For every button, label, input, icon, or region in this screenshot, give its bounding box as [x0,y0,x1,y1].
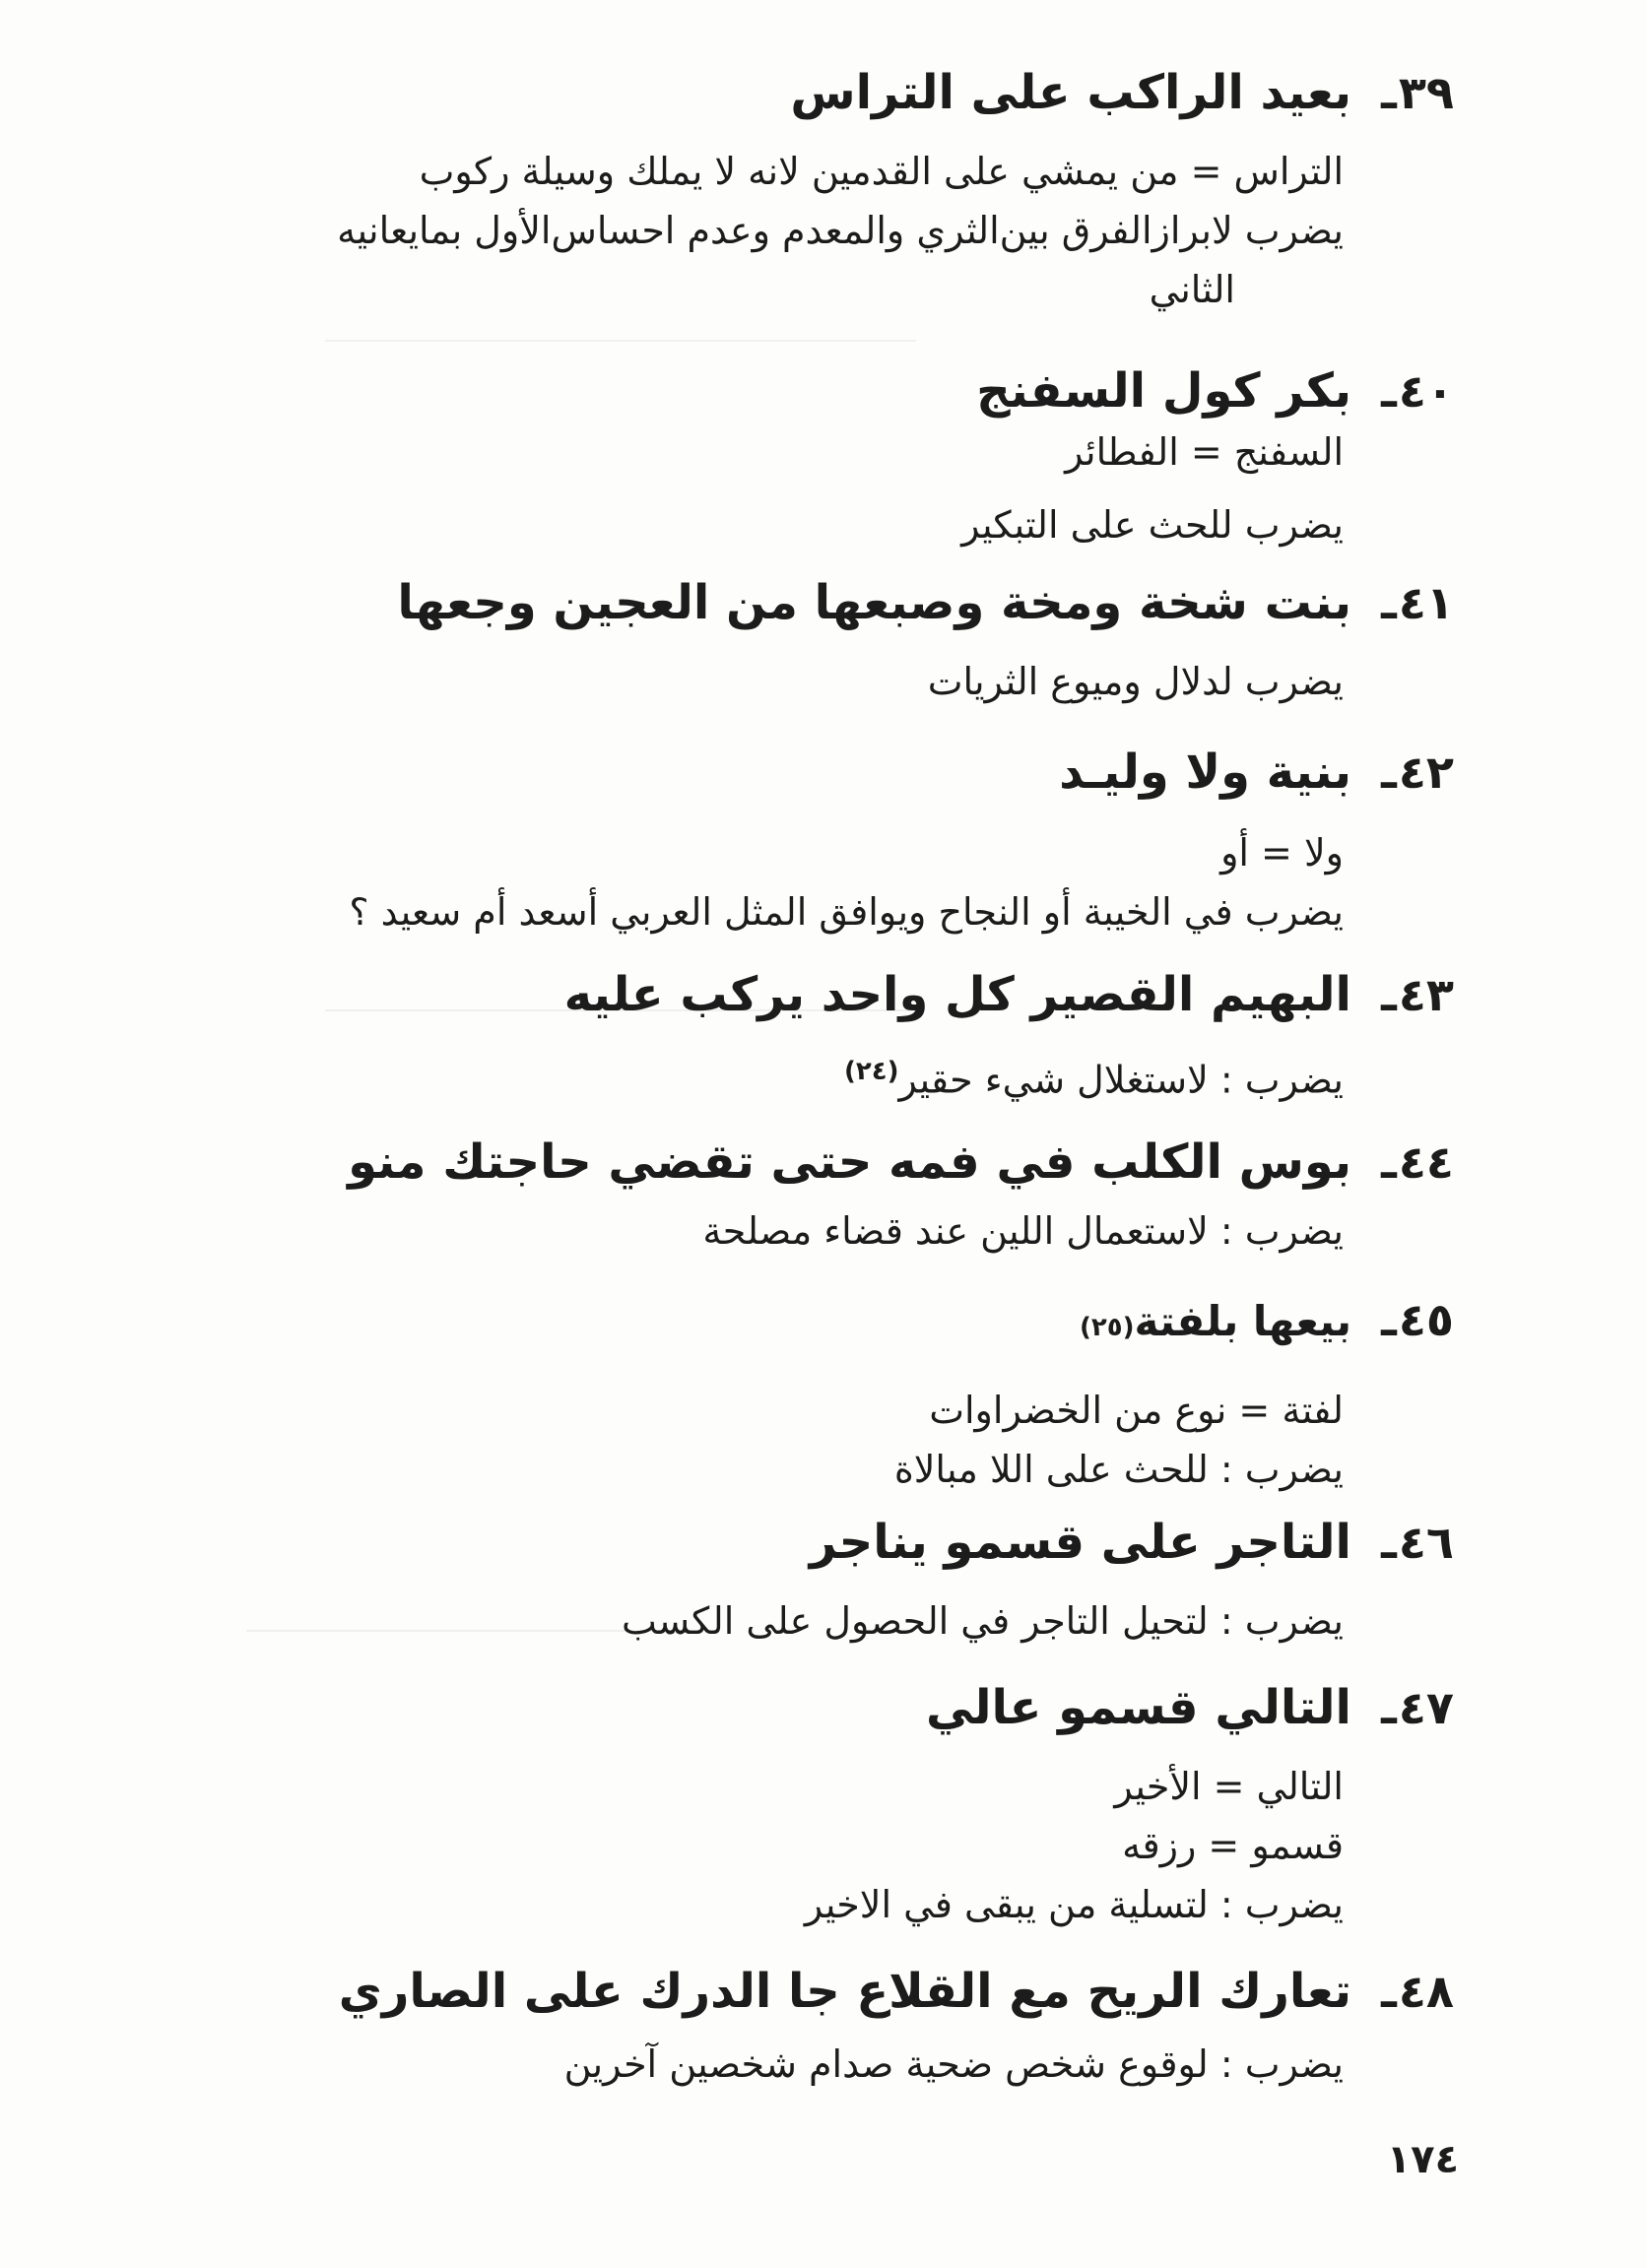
proverb-heading [213,1131,1454,1194]
proverb-heading [213,1288,1454,1359]
proverb-text: بنت شخة ومخة وصبعها من العجين وجعها [397,575,1351,630]
explanation-line: التراس = من يمشي على القدمين لانه لا يملك وسيلة ركوب [419,150,1344,193]
explanation-line: ولا = أو [1220,831,1344,875]
scan-artifact [325,340,916,342]
proverb-explanation [213,1591,1344,1651]
proverb-text: بيعها بلفتة [1134,1297,1351,1345]
proverb-number [1373,741,1454,804]
proverb-entry [213,359,1454,554]
proverb-heading [213,61,1454,124]
proverb-number [1373,359,1454,422]
number-text: ٤٧ [1398,1681,1454,1734]
footnote-marker: (٢٥) [1079,1313,1135,1342]
number-text: ٤٠ [1398,364,1454,418]
explanation-line [213,1042,1344,1110]
number-dash: ـ [1381,1965,1397,2018]
proverb-explanation [213,652,1344,711]
explanation-line: يضرب لدلال وميوع الثريات [927,660,1344,703]
proverb-text: التاجر على قسمو يناجر [809,1515,1351,1570]
explanation-text: يضرب : لاستغلال شيء حقير [898,1058,1344,1102]
proverb-entry [213,1511,1454,1651]
proverb-text: التالي قسمو عالي [925,1680,1351,1735]
number-dash: ـ [1381,364,1397,418]
number-dash: ـ [1381,1681,1397,1734]
proverb-number [1373,963,1454,1026]
proverb-text: تعارك الريح مع القلاع جا الدرك على الصاري [338,1964,1351,2019]
number-dash: ـ [1381,1516,1397,1569]
proverb-text: بنية ولا وليـد [1059,745,1351,800]
proverb-heading [213,1511,1454,1574]
proverb-number [1373,1511,1454,1574]
proverb-number [1373,1676,1454,1739]
proverb-entry [213,741,1454,941]
explanation-line: لفتة = نوع من الخضراوات [929,1389,1344,1432]
proverb-number [1373,571,1454,634]
proverb-text: بكر كول السفنج [976,363,1351,419]
number-text: ٤١ [1398,576,1454,629]
proverb-explanation [213,2035,1344,2094]
proverb-explanation [213,1381,1344,1499]
proverb-heading [213,741,1454,804]
proverb-explanation [213,1042,1344,1110]
explanation-line: قسمو = رزقه [1122,1824,1344,1867]
explanation-line: يضرب : لتحيل التاجر في الحصول على الكسب [621,1599,1344,1643]
proverb-explanation [213,142,1344,319]
number-dash: ـ [1381,576,1397,629]
explanation-line: التالي = الأخير [1114,1765,1344,1808]
proverb-text: البهيم القصير كل واحد يركب عليه [563,967,1351,1022]
explanation-line: يضرب : لاستعمال اللين عند قضاء مصلحة [702,1209,1344,1253]
explanation-line: يضرب في الخيبة أو النجاح ويوافق المثل العربي أسعد أم سعيد ؟ [349,890,1344,934]
footnote-marker: (٢٤) [843,1057,899,1086]
proverb-entry [213,1676,1454,1934]
proverb-heading [213,571,1454,634]
proverb-explanation [213,1757,1344,1934]
proverb-entry [213,1131,1454,1261]
proverb-number [1373,1288,1454,1351]
number-text: ٣٩ [1398,66,1454,119]
proverb-entry [213,1288,1454,1499]
proverb-entry [213,1960,1454,2094]
number-dash: ـ [1381,66,1397,119]
explanation-line: يضرب لابرازالفرق بين‌الثري والمعدم وعدم احساس‌الأول بمايعانيه [337,209,1344,252]
page-number: ١٧٤ [1386,2137,1459,2182]
number-dash: ـ [1381,968,1397,1021]
proverb-heading [213,1960,1454,2023]
number-dash: ـ [1381,745,1397,799]
number-dash: ـ [1381,1135,1397,1189]
number-text: ٤٦ [1398,1516,1454,1569]
number-dash: ـ [1381,1293,1397,1346]
explanation-line: السفنج = الفطائر [1065,430,1344,474]
number-text: ٤٥ [1398,1293,1454,1346]
number-text: ٤٤ [1398,1135,1454,1189]
number-text: ٤٣ [1398,968,1454,1021]
number-text: ٤٢ [1398,745,1454,799]
explanation-line: يضرب : للحث على اللا مبالاة [893,1448,1344,1491]
proverb-heading [213,963,1454,1026]
proverb-explanation [213,1201,1344,1261]
proverb-number [1373,1131,1454,1194]
explanation-line: الثاني [1149,268,1235,311]
proverb-entry [213,61,1454,319]
explanation-line: يضرب : لوقوع شخص ضحية صدام شخصين آخرين [563,2042,1344,2086]
proverb-text: بوس الكلب في فمه حتى تقضي حاجتك منو [348,1134,1351,1190]
proverb-entry [213,571,1454,711]
proverb-number [1373,1960,1454,2023]
proverb-text: بعيد الراكب على التراس [790,65,1351,120]
explanation-line: يضرب : لتسلية من يبقى في الاخير [804,1883,1344,1926]
proverb-number [1373,61,1454,124]
proverb-entry [213,963,1454,1110]
number-text: ٤٨ [1398,1965,1454,2018]
proverb-heading [213,359,1454,422]
proverb-explanation [213,422,1344,554]
proverb-explanation [213,823,1344,941]
proverb-heading [213,1676,1454,1739]
explanation-line: يضرب للحث على التبكير [961,503,1344,547]
